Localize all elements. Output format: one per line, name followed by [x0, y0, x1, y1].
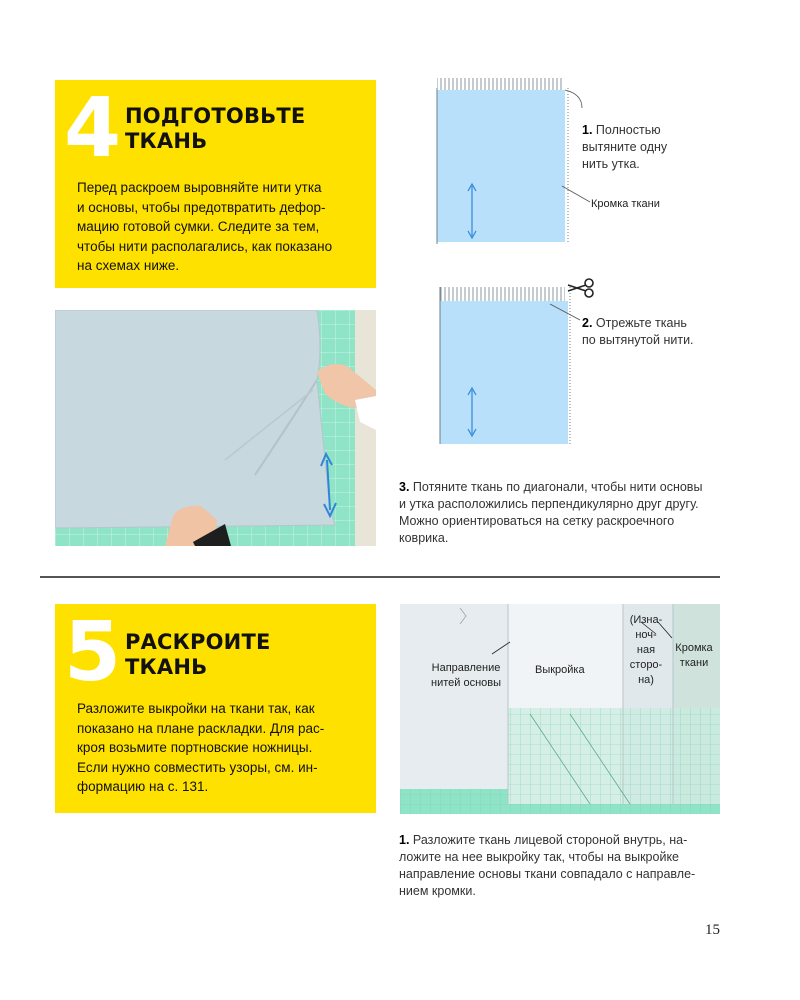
intro-line: кроя возьмите портновские ножницы.	[77, 740, 313, 755]
selvage-label: Кромка ткани	[591, 198, 660, 210]
step4-intro	[77, 178, 367, 276]
step4-title-line2: ТКАНЬ	[125, 129, 208, 153]
photo-caption-3	[399, 479, 729, 547]
layout-caption	[399, 832, 729, 900]
caption-number: 1.	[582, 123, 593, 137]
label-line: ноч-	[635, 629, 657, 641]
label-line: ткани	[679, 657, 709, 669]
intro-line: формацию на с. 131.	[77, 779, 209, 794]
caption-number: 1.	[399, 833, 410, 847]
caption-line: Отрежьте ткань	[595, 316, 687, 330]
diagram2-caption	[582, 315, 722, 349]
label-grain-direction	[431, 661, 501, 691]
caption-line: направление основы ткани совпадало с направле-	[399, 867, 696, 881]
caption-line: коврика.	[399, 531, 449, 545]
caption-line: по вытянутой нити.	[582, 333, 694, 347]
page-number: 15	[705, 922, 720, 938]
step5-intro	[77, 699, 367, 797]
step5-title-line1: РАСКРОИТЕ	[125, 630, 271, 654]
fabric-stretch-photo	[55, 310, 376, 546]
caption-line: и утка расположились перпендикулярно друг другу.	[399, 497, 699, 511]
label-line: (Изна-	[629, 614, 663, 626]
label-line: сторо-	[629, 659, 663, 671]
label-wrong-side	[628, 613, 664, 688]
step5-number: 5	[64, 605, 122, 700]
cut-thread-diagram	[432, 272, 602, 447]
label-line: Кромка	[675, 642, 713, 654]
caption-line: нием кромки.	[399, 884, 476, 898]
label-line: нитей основы	[431, 677, 502, 689]
caption-line: нить утка.	[582, 157, 640, 171]
caption-number: 3.	[399, 480, 410, 494]
caption-line: Потяните ткань по диагонали, чтобы нити основы	[412, 480, 703, 494]
step4-title	[125, 104, 305, 154]
scissors-icon	[568, 279, 593, 297]
step5-title-line2: ТКАНЬ	[125, 655, 208, 679]
intro-line: Перед раскроем выровняйте нити утка	[77, 180, 322, 195]
intro-line: показано на плане раскладки. Для рас-	[77, 720, 325, 736]
step5-title	[125, 630, 271, 680]
caption-number: 2.	[582, 316, 593, 330]
label-line: на)	[638, 674, 654, 686]
step5-box	[55, 604, 376, 813]
section-divider	[40, 576, 720, 578]
layout-photo	[400, 604, 720, 814]
intro-line: на схемах ниже.	[77, 258, 180, 273]
intro-line: и основы, чтобы предотвратить дефор-	[77, 199, 326, 215]
intro-line: мацию готовой сумки. Следите за тем,	[77, 219, 320, 234]
label-selvage	[672, 641, 716, 671]
diagram1-caption	[582, 122, 722, 173]
step4-number: 4	[64, 81, 122, 176]
label-line: ная	[636, 644, 656, 656]
caption-line: Полностью	[595, 123, 661, 137]
step4-title-line1: ПОДГОТОВЬТЕ	[125, 104, 306, 128]
caption-line: Можно ориентироваться на сетку раскроечного	[399, 514, 675, 528]
caption-line: Разложите ткань лицевой стороной внутрь, на-	[412, 833, 688, 847]
label-pattern: Выкройка	[535, 664, 585, 676]
intro-line: чтобы нити располагались, как показано	[77, 238, 333, 254]
weft-thread-diagram	[432, 78, 592, 250]
step4-box	[55, 80, 376, 288]
intro-line: Разложите выкройки на ткани так, как	[77, 701, 315, 716]
intro-line: Если нужно совместить узоры, см. ин-	[77, 759, 318, 775]
caption-line: вытяните одну	[582, 140, 668, 154]
label-line: Направление	[431, 662, 501, 674]
caption-line: ложите на нее выкройку так, чтобы на выкройке	[399, 850, 680, 864]
